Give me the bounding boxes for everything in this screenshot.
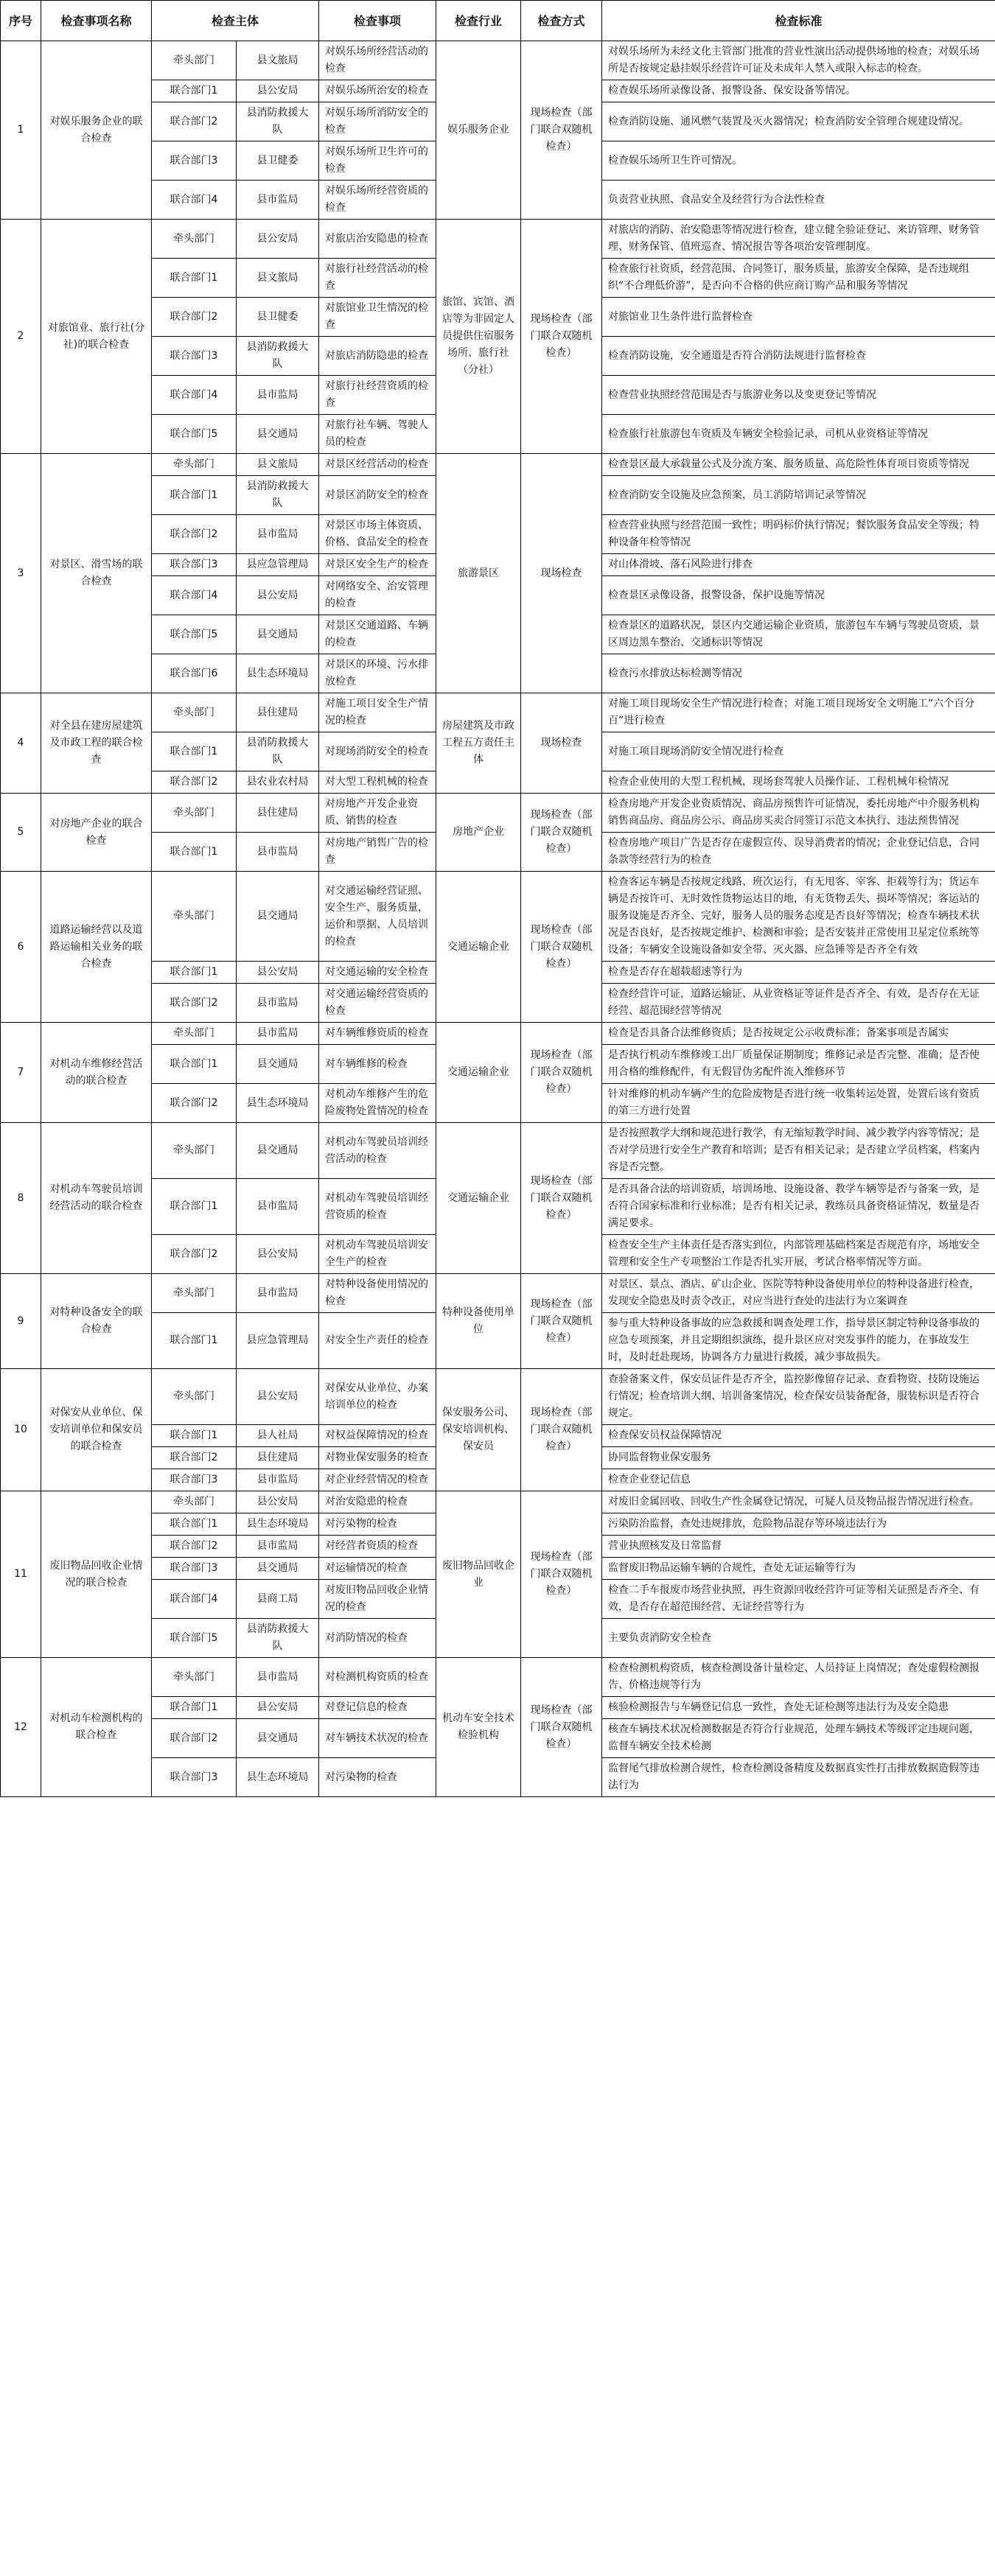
check-standard: 检查是否存在超载超速等行为 xyxy=(602,962,995,984)
subject-agency: 县交通局 xyxy=(237,1123,319,1179)
subject-role: 联合部门4 xyxy=(152,181,237,220)
row-seq: 10 xyxy=(1,1369,41,1491)
check-matter: 对景区经营活动的检查 xyxy=(319,454,436,476)
subject-agency: 县公安局 xyxy=(237,1235,319,1274)
check-matter: 对机动车驾驶员培训经营资质的检查 xyxy=(319,1179,436,1235)
subject-agency: 县市监局 xyxy=(237,376,319,415)
table-header-row xyxy=(1,1,995,41)
check-industry: 交通运输企业 xyxy=(436,872,521,1023)
table-row xyxy=(1,1369,995,1425)
subject-agency: 县消防救援大队 xyxy=(237,1619,319,1658)
check-matter: 对机动车驾驶员培训经营活动的检查 xyxy=(319,1123,436,1179)
check-matter: 对运输情况的检查 xyxy=(319,1558,436,1580)
check-standard: 针对维修的机动车辆产生的危险废物是否进行统一收集转运处置，处置后该有资质的第三方进行处置 xyxy=(602,1084,995,1123)
check-matter: 对娱乐场所经营资质的检查 xyxy=(319,181,436,220)
check-standard: 检查污水排放达标检测等情况 xyxy=(602,654,995,693)
check-matter: 对废旧物品回收企业情况的检查 xyxy=(319,1580,436,1619)
subject-agency: 县生态环境局 xyxy=(237,1084,319,1123)
subject-agency: 县住建局 xyxy=(237,794,319,833)
subject-agency: 县文旅局 xyxy=(237,259,319,298)
subject-role: 牵头部门 xyxy=(152,1023,237,1045)
check-industry: 机动车安全技术检验机构 xyxy=(436,1658,521,1797)
subject-role: 联合部门2 xyxy=(152,1536,237,1558)
subject-role: 联合部门1 xyxy=(152,1313,237,1369)
check-matter: 对机动车驾驶员培训安全生产的检查 xyxy=(319,1235,436,1274)
check-standard: 对施工项目现场安全生产情况进行检查；对施工项目现场安全文明施工“六个百分百”进行检查 xyxy=(602,693,995,732)
row-seq: 8 xyxy=(1,1123,41,1274)
check-standard: 监督尾气排放检测合规性，检查检测设备精度及数据真实性打击排放数据造假等违法行为 xyxy=(602,1758,995,1797)
check-matter: 对旅行社车辆、驾驶人员的检查 xyxy=(319,415,436,454)
subject-agency: 县市监局 xyxy=(237,1536,319,1558)
subject-role: 牵头部门 xyxy=(152,1369,237,1425)
item-name: 对全县在建房屋建筑及市政工程的联合检查 xyxy=(41,693,152,794)
subject-role: 牵头部门 xyxy=(152,794,237,833)
subject-role: 联合部门1 xyxy=(152,1697,237,1719)
check-matter: 对特种设备使用情况的检查 xyxy=(319,1274,436,1313)
subject-agency: 县公安局 xyxy=(237,576,319,615)
check-standard: 对娱乐场所为未经文化主管部门批准的营业性演出活动提供场地的检查；对娱乐场所是否按规定悬挂娱乐经营许可证及未成年人禁入或限入标志的检查。 xyxy=(602,41,995,80)
subject-role: 联合部门2 xyxy=(152,298,237,337)
subject-agency: 县生态环境局 xyxy=(237,1513,319,1536)
check-method: 现场检查（部门联合双随机检查） xyxy=(521,1369,602,1491)
subject-agency: 县文旅局 xyxy=(237,454,319,476)
subject-agency: 县市监局 xyxy=(237,1179,319,1235)
check-matter: 对交通运输经营资质的检查 xyxy=(319,984,436,1023)
check-matter: 对消防情况的检查 xyxy=(319,1619,436,1658)
subject-role: 联合部门1 xyxy=(152,732,237,771)
check-matter: 对旅店消防隐患的检查 xyxy=(319,337,436,376)
subject-role: 联合部门4 xyxy=(152,1580,237,1619)
check-method: 现场检查（部门联合双随机检查） xyxy=(521,872,602,1023)
header-matter: 检查事项 xyxy=(319,1,436,41)
item-name: 对娱乐服务企业的联合检查 xyxy=(41,41,152,220)
check-matter: 对交通运输的安全检查 xyxy=(319,962,436,984)
check-industry: 交通运输企业 xyxy=(436,1123,521,1274)
row-seq: 9 xyxy=(1,1274,41,1369)
check-matter: 对车辆技术状况的检查 xyxy=(319,1719,436,1758)
subject-role: 联合部门5 xyxy=(152,1619,237,1658)
header-seq: 序号 xyxy=(1,1,41,41)
subject-role: 联合部门2 xyxy=(152,771,237,794)
item-name: 对机动车驾驶员培训经营活动的联合检查 xyxy=(41,1123,152,1274)
subject-agency: 县交通局 xyxy=(237,1045,319,1084)
check-standard: 对旅馆业卫生条件进行监督检查 xyxy=(602,298,995,337)
item-name: 道路运输经营以及道路运输相关业务的联合检查 xyxy=(41,872,152,1023)
subject-role: 联合部门1 xyxy=(152,962,237,984)
check-standard: 检查二手车报废市场营业执照，再生资源回收经营许可证等相关证照是否齐全、有效，是否存在超范围经营、无证经营等行为 xyxy=(602,1580,995,1619)
check-standard: 是否按照教学大纲和规范进行教学，有无缩短教学时间、减少教学内容等情况；是否对学员进行安全生产教育和培训；是否有相关记录；是否建立学员档案，档案内容是否完整。 xyxy=(602,1123,995,1179)
check-standard: 检查房地产项目广告是否存在虚假宣传、误导消费者的情况；企业登记信息，合同条款等经营行为的检查 xyxy=(602,833,995,872)
subject-agency: 县市监局 xyxy=(237,833,319,872)
subject-role: 牵头部门 xyxy=(152,220,237,259)
check-standard: 查验备案文件，保安员证件是否齐全，监控影像留存记录、查看物资、技防设施运行情况；检查培训大纲、培训备案情况，检查保安员装备配备，服装标识是否符合规定。 xyxy=(602,1369,995,1425)
subject-role: 牵头部门 xyxy=(152,693,237,732)
check-matter: 对景区市场主体资质、价格、食品安全的检查 xyxy=(319,515,436,554)
subject-role: 联合部门3 xyxy=(152,337,237,376)
check-matter: 对旅店治安隐患的检查 xyxy=(319,220,436,259)
check-industry: 交通运输企业 xyxy=(436,1023,521,1123)
check-matter: 对旅馆业卫生情况的检查 xyxy=(319,298,436,337)
check-matter: 对检测机构资质的检查 xyxy=(319,1658,436,1697)
table-row xyxy=(1,1023,995,1045)
check-industry: 特种设备使用单位 xyxy=(436,1274,521,1369)
check-standard: 检查客运车辆是否按规定线路、班次运行，有无甩客、宰客、拒载等行为；货运车辆是否按许可、无时效性货物运达目的地，有无货物丢失、损坏等情况；客运站的服务设施是否齐全、完好，服务人员的服务态度是否良好等情况；检查车辆技术状况是否良好，是否按规定维护、检测和审验；是否安装并正常使用卫星定位系统等设备；车辆安全设施设备如安全带、灭火器、应急锤等是否齐全有效 xyxy=(602,872,995,962)
subject-agency: 县市监局 xyxy=(237,1469,319,1491)
check-standard: 对景区、景点、酒店、矿山企业、医院等特种设备使用单位的特种设备进行检查，发现安全隐患及时责令改正，对应当进行查处的违法行为立案调查 xyxy=(602,1274,995,1313)
check-matter: 对现场消防安全的检查 xyxy=(319,732,436,771)
subject-agency: 县市监局 xyxy=(237,984,319,1023)
check-matter: 对治安隐患的检查 xyxy=(319,1491,436,1513)
subject-role: 联合部门1 xyxy=(152,833,237,872)
row-seq: 7 xyxy=(1,1023,41,1123)
subject-role: 联合部门6 xyxy=(152,654,237,693)
table-row xyxy=(1,1274,995,1313)
check-standard: 监督废旧物品运输车辆的合规性，查处无证运输等行为 xyxy=(602,1558,995,1580)
table-row xyxy=(1,693,995,732)
subject-agency: 县交通局 xyxy=(237,872,319,962)
row-seq: 11 xyxy=(1,1491,41,1658)
check-matter: 对污染物的检查 xyxy=(319,1513,436,1536)
check-standard: 检查经营许可证，道路运输证、从业资格证等证件是否齐全、有效，是否存在无证经营、超范围经营等情况 xyxy=(602,984,995,1023)
check-industry: 保安服务公司、保安培训机构、保安员 xyxy=(436,1369,521,1491)
check-standard: 检查旅行社资质，经营范围、合同签订，服务质量，旅游安全保障，是否违规组织“不合理低价游”，是否向不合格的供应商订购产品和服务等情况 xyxy=(602,259,995,298)
check-matter: 对景区的环境、污水排放检查 xyxy=(319,654,436,693)
check-standard: 检查景区的道路状况，景区内交通运输企业资质，旅游包车车辆与驾驶员资质，景区周边黑车整治、交通标识等情况 xyxy=(602,615,995,654)
subject-agency: 县生态环境局 xyxy=(237,654,319,693)
subject-agency: 县消防救援大队 xyxy=(237,102,319,141)
subject-agency: 县市监局 xyxy=(237,1658,319,1697)
check-matter: 对景区安全生产的检查 xyxy=(319,554,436,576)
check-matter: 对权益保障情况的检查 xyxy=(319,1425,436,1447)
check-matter: 对机动车维修产生的危险废物处置情况的检查 xyxy=(319,1084,436,1123)
subject-role: 联合部门3 xyxy=(152,1758,237,1797)
item-name: 对机动车检测机构的联合检查 xyxy=(41,1658,152,1797)
subject-agency: 县交通局 xyxy=(237,1558,319,1580)
subject-role: 联合部门1 xyxy=(152,1513,237,1536)
check-matter: 对房地产销售广告的检查 xyxy=(319,833,436,872)
check-standard: 检查景区最大承载量公式及分流方案、服务质量、高危险性体育项目资质等情况 xyxy=(602,454,995,476)
subject-agency: 县公安局 xyxy=(237,962,319,984)
subject-role: 联合部门1 xyxy=(152,259,237,298)
check-standard: 对施工项目现场消防安全情况进行检查 xyxy=(602,732,995,771)
row-seq: 6 xyxy=(1,872,41,1023)
item-name: 对景区、滑雪场的联合检查 xyxy=(41,454,152,693)
subject-role: 联合部门1 xyxy=(152,1045,237,1084)
item-name: 对特种设备安全的联合检查 xyxy=(41,1274,152,1369)
check-standard: 检查企业使用的大型工程机械，现场套驾驶人员操作证、工程机械年检情况 xyxy=(602,771,995,794)
item-name: 对旅馆业、旅行社(分社)的联合检查 xyxy=(41,220,152,454)
subject-agency: 县公安局 xyxy=(237,1369,319,1425)
check-matter: 对物业保安服务的检查 xyxy=(319,1447,436,1469)
check-standard: 参与重大特种设备事故的应急救援和调查处理工作，指导景区制定特种设备事故的应急专项预案，并且定期组织演练，提升景区应对突发事件的能力，在事故发生时，及时赶赴现场，协调各方力量进行救援，减少事故损失。 xyxy=(602,1313,995,1369)
check-matter: 对施工项目安全生产情况的检查 xyxy=(319,693,436,732)
check-method: 现场检查（部门联合双随机检查） xyxy=(521,1274,602,1369)
check-method: 现场检查（部门联合双随机检查） xyxy=(521,41,602,220)
check-method: 现场检查 xyxy=(521,454,602,693)
subject-role: 牵头部门 xyxy=(152,1274,237,1313)
subject-agency: 县交通局 xyxy=(237,415,319,454)
subject-role: 联合部门3 xyxy=(152,1469,237,1491)
check-standard: 核查车辆技术状况检测数据是否符合行业规范，处理车辆技术等级评定违规问题，监督车辆安全技术检测 xyxy=(602,1719,995,1758)
table-row xyxy=(1,1123,995,1179)
subject-role: 联合部门1 xyxy=(152,80,237,102)
subject-agency: 县生态环境局 xyxy=(237,1758,319,1797)
row-seq: 4 xyxy=(1,693,41,794)
subject-role: 联合部门3 xyxy=(152,554,237,576)
check-method: 现场检查（部门联合双随机检查） xyxy=(521,1658,602,1797)
subject-agency: 县商工局 xyxy=(237,1580,319,1619)
check-standard: 核验检测报告与车辆登记信息一致性，查处无证检测等违法行为及安全隐患 xyxy=(602,1697,995,1719)
check-industry: 旅馆、宾馆、酒店等为非固定人员提供住宿服务场所、旅行社（分社） xyxy=(436,220,521,454)
subject-role: 联合部门3 xyxy=(152,1558,237,1580)
check-standard: 检查保安员权益保障情况 xyxy=(602,1425,995,1447)
table-body xyxy=(1,41,995,1797)
subject-role: 联合部门4 xyxy=(152,576,237,615)
check-standard: 污染防治监督，查处违规排放，危险物品混存等环境违法行为 xyxy=(602,1513,995,1536)
subject-role: 牵头部门 xyxy=(152,1491,237,1513)
subject-agency: 县人社局 xyxy=(237,1425,319,1447)
check-matter: 对企业经营情况的检查 xyxy=(319,1469,436,1491)
subject-agency: 县公安局 xyxy=(237,1491,319,1513)
check-industry: 房屋建筑及市政工程五方责任主体 xyxy=(436,693,521,794)
check-matter: 对交通运输经营证照、安全生产、服务质量，运价和票据、人员培训的检查 xyxy=(319,872,436,962)
check-method: 现场检查（部门联合双随机检查） xyxy=(521,1491,602,1658)
check-method: 现场检查（部门联合双随机检查） xyxy=(521,794,602,872)
check-matter: 对大型工程机械的检查 xyxy=(319,771,436,794)
subject-agency: 县市监局 xyxy=(237,181,319,220)
check-matter: 对旅行社经营活动的检查 xyxy=(319,259,436,298)
subject-role: 联合部门4 xyxy=(152,376,237,415)
subject-agency: 县应急管理局 xyxy=(237,1313,319,1369)
check-standard: 检查是否具备合法维修资质；是否按规定公示收费标准；备案事项是否属实 xyxy=(602,1023,995,1045)
subject-role: 联合部门2 xyxy=(152,1235,237,1274)
check-standard: 是否执行机动车维修竣工出厂质量保证期制度；维修记录是否完整、准确；是否使用合格的维修配件，有无假冒伪劣配件流入维修环节 xyxy=(602,1045,995,1084)
check-method: 现场检查（部门联合双随机检查） xyxy=(521,1123,602,1274)
item-name: 废旧物品回收企业情况的联合检查 xyxy=(41,1491,152,1658)
subject-role: 联合部门2 xyxy=(152,984,237,1023)
check-matter: 对房地产开发企业资质、销售的检查 xyxy=(319,794,436,833)
check-standard: 是否具备合法的培训资质，培训场地、设施设备、教学车辆等是否与备案一致，是否符合国家标准和行业标准；是否有相关记录，教练员具备资格证情况，数量是否满足要求。 xyxy=(602,1179,995,1235)
check-matter: 对保安从业单位、办案培训单位的检查 xyxy=(319,1369,436,1425)
subject-agency: 县卫健委 xyxy=(237,141,319,181)
check-method: 现场检查（部门联合双随机检查） xyxy=(521,220,602,454)
table-row xyxy=(1,220,995,259)
subject-role: 联合部门1 xyxy=(152,476,237,515)
check-matter: 对车辆维修的检查 xyxy=(319,1045,436,1084)
subject-agency: 县卫健委 xyxy=(237,298,319,337)
check-industry: 房地产企业 xyxy=(436,794,521,872)
row-seq: 12 xyxy=(1,1658,41,1797)
subject-agency: 县市监局 xyxy=(237,1274,319,1313)
check-standard: 检查企业登记信息 xyxy=(602,1469,995,1491)
subject-role: 牵头部门 xyxy=(152,454,237,476)
check-method: 现场检查 xyxy=(521,693,602,794)
check-standard: 检查营业执照与经营范围一致性；明码标价执行情况；餐饮服务食品安全等级；特种设备年检等情况 xyxy=(602,515,995,554)
subject-role: 牵头部门 xyxy=(152,41,237,80)
check-industry: 娱乐服务企业 xyxy=(436,41,521,220)
row-seq: 3 xyxy=(1,454,41,693)
subject-agency: 县文旅局 xyxy=(237,41,319,80)
subject-agency: 县农业农村局 xyxy=(237,771,319,794)
check-standard: 检查消防设施，安全通道是否符合消防法规进行监督检查 xyxy=(602,337,995,376)
subject-agency: 县住建局 xyxy=(237,693,319,732)
row-seq: 2 xyxy=(1,220,41,454)
check-method: 现场检查（部门联合双随机检查） xyxy=(521,1023,602,1123)
subject-agency: 县消防救援大队 xyxy=(237,732,319,771)
check-standard: 对旅店的消防、治安隐患等情况进行检查，建立健全验证登记、来访管理、财务管理、财务保管、值班巡查、情况报告等各项治安管理制度。 xyxy=(602,220,995,259)
table-row xyxy=(1,454,995,476)
check-matter: 对娱乐场所治安的检查 xyxy=(319,80,436,102)
check-matter: 对景区交通道路、车辆的检查 xyxy=(319,615,436,654)
subject-agency: 县消防救援大队 xyxy=(237,476,319,515)
item-name: 对机动车维修经营活动的联合检查 xyxy=(41,1023,152,1123)
check-industry: 废旧物品回收企业 xyxy=(436,1491,521,1658)
subject-role: 联合部门1 xyxy=(152,1425,237,1447)
subject-agency: 县市监局 xyxy=(237,1023,319,1045)
check-standard: 检查消防设施、通风燃气装置及灭火器情况；检查消防安全管理合规建设情况。 xyxy=(602,102,995,141)
header-subject: 检查主体 xyxy=(152,1,319,41)
check-standard: 检查娱乐场所录像设备、报警设备、保安设备等情况。 xyxy=(602,80,995,102)
subject-role: 联合部门2 xyxy=(152,515,237,554)
check-standard: 检查房地产开发企业资质情况、商品房预售许可证情况，委托房地产中介服务机构销售商品房、商品房公示、商品房买卖合同签订示范文本执行、违法预售情况 xyxy=(602,794,995,833)
table-row xyxy=(1,872,995,962)
subject-role: 联合部门2 xyxy=(152,1084,237,1123)
subject-agency: 县公安局 xyxy=(237,80,319,102)
header-method: 检查方式 xyxy=(521,1,602,41)
subject-role: 联合部门1 xyxy=(152,1179,237,1235)
check-standard: 检查景区录像设备，报警设备，保护设施等情况 xyxy=(602,576,995,615)
table-row xyxy=(1,794,995,833)
check-matter: 对登记信息的检查 xyxy=(319,1697,436,1719)
check-matter: 对娱乐场所经营活动的检查 xyxy=(319,41,436,80)
subject-agency: 县应急管理局 xyxy=(237,554,319,576)
header-item-name: 检查事项名称 xyxy=(41,1,152,41)
check-matter: 对网络安全、治安管理的检查 xyxy=(319,576,436,615)
check-standard: 检查检测机构资质，核查检测设备计量检定、人员持证上岗情况；查处虚假检测报告、价格违规等行为 xyxy=(602,1658,995,1697)
subject-agency: 县公安局 xyxy=(237,1697,319,1719)
check-standard: 检查营业执照经营范围是否与旅游业务以及变更登记等情况 xyxy=(602,376,995,415)
subject-agency: 县市监局 xyxy=(237,515,319,554)
check-standard: 负责营业执照、食品安全及经营行为合法性检查 xyxy=(602,181,995,220)
item-name: 对房地产企业的联合检查 xyxy=(41,794,152,872)
header-standard: 检查标准 xyxy=(602,1,995,41)
subject-agency: 县公安局 xyxy=(237,220,319,259)
check-matter: 对娱乐场所消防安全的检查 xyxy=(319,102,436,141)
check-standard: 检查娱乐场所卫生许可情况。 xyxy=(602,141,995,181)
subject-role: 牵头部门 xyxy=(152,1658,237,1697)
row-seq: 5 xyxy=(1,794,41,872)
check-matter: 对安全生产责任的检查 xyxy=(319,1313,436,1369)
check-matter: 对旅行社经营资质的检查 xyxy=(319,376,436,415)
table-row xyxy=(1,41,995,80)
check-standard: 营业执照核发及日常监督 xyxy=(602,1536,995,1558)
subject-role: 联合部门5 xyxy=(152,415,237,454)
check-industry: 旅游景区 xyxy=(436,454,521,693)
check-standard: 检查旅行社旅游包车资质及车辆安全检验记录，司机从业资格证等情况 xyxy=(602,415,995,454)
check-standard: 协同监督物业保安服务 xyxy=(602,1447,995,1469)
check-standard: 主要负责消防安全检查 xyxy=(602,1619,995,1658)
check-matter: 对车辆维修资质的检查 xyxy=(319,1023,436,1045)
table-row xyxy=(1,1658,995,1697)
table-row xyxy=(1,1491,995,1513)
check-standard: 对废旧金属回收、回收生产性金属登记情况，可疑人员及物品报告情况进行检查。 xyxy=(602,1491,995,1513)
subject-role: 牵头部门 xyxy=(152,872,237,962)
subject-agency: 县交通局 xyxy=(237,1719,319,1758)
check-matter: 对经营者资质的检查 xyxy=(319,1536,436,1558)
subject-role: 联合部门3 xyxy=(152,141,237,181)
subject-role: 联合部门2 xyxy=(152,102,237,141)
row-seq: 1 xyxy=(1,41,41,220)
check-matter: 对娱乐场所卫生许可的检查 xyxy=(319,141,436,181)
check-standard: 检查消防安全设施及应急预案，员工消防培训记录等情况 xyxy=(602,476,995,515)
subject-agency: 县交通局 xyxy=(237,615,319,654)
subject-role: 牵头部门 xyxy=(152,1123,237,1179)
check-matter: 对污染物的检查 xyxy=(319,1758,436,1797)
subject-role: 联合部门2 xyxy=(152,1447,237,1469)
subject-agency: 县消防救援大队 xyxy=(237,337,319,376)
subject-role: 联合部门2 xyxy=(152,1719,237,1758)
subject-role: 联合部门5 xyxy=(152,615,237,654)
subject-agency: 县住建局 xyxy=(237,1447,319,1469)
check-standard: 对山体滑坡、落石风险进行排查 xyxy=(602,554,995,576)
header-industry: 检查行业 xyxy=(436,1,521,41)
item-name: 对保安从业单位、保安培训单位和保安员的联合检查 xyxy=(41,1369,152,1491)
check-standard: 检查安全生产主体责任是否落实到位，内部管理基础档案是否规范有序，场地安全管理和安全生产专项整治工作是否扎实开展，考试合格率情况等方面。 xyxy=(602,1235,995,1274)
check-matter: 对景区消防安全的检查 xyxy=(319,476,436,515)
